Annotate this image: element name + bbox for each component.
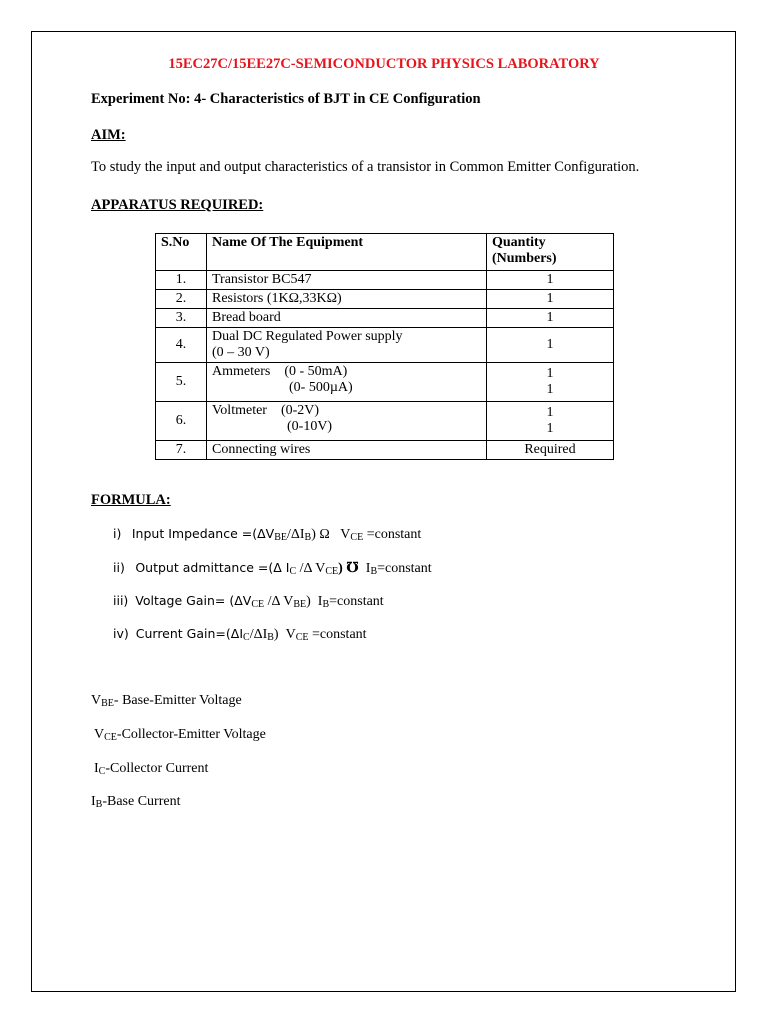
table-row bbox=[156, 309, 614, 328]
formula-number: ii) bbox=[113, 560, 125, 575]
row-sno: 4. bbox=[156, 328, 207, 363]
formula-subscript: B bbox=[304, 532, 312, 543]
definition-text: -Collector-Emitter Voltage bbox=[116, 727, 266, 742]
formula-subscript: CE bbox=[251, 599, 265, 610]
formula-label: Output admittance =(Δ I bbox=[135, 560, 290, 575]
aim-text: To study the input and output characteristics of a transistor in Common Emitter Configuration. bbox=[91, 159, 640, 175]
formula-subscript: CE bbox=[325, 566, 339, 577]
formula-part: ) ℧ bbox=[338, 561, 359, 576]
formula-subscript: C bbox=[289, 566, 297, 577]
formula-subscript: CE bbox=[295, 632, 309, 643]
table-row bbox=[156, 441, 614, 460]
formula-subscript: B bbox=[267, 632, 274, 643]
row-equipment: Connecting wires bbox=[207, 441, 487, 460]
row-quantity bbox=[487, 363, 614, 402]
experiment-title: Experiment No: 4- Characteristics of BJT in CE Configuration bbox=[91, 91, 481, 107]
formula-condition: I bbox=[365, 561, 371, 576]
row-sno: 5. bbox=[156, 363, 207, 402]
formula-part: ) Ω bbox=[311, 527, 330, 542]
formula-subscript: B bbox=[322, 599, 330, 610]
column-header-quantity bbox=[487, 234, 614, 271]
definition-text: - Base-Emitter Voltage bbox=[113, 693, 242, 708]
formula-condition: V bbox=[340, 527, 351, 542]
definition-symbol: V bbox=[91, 693, 102, 708]
row-equipment-line2: (0-10V) bbox=[287, 419, 333, 434]
formula-heading: FORMULA: bbox=[91, 492, 171, 508]
formula-voltage-gain bbox=[113, 593, 384, 610]
apparatus-heading: APPARATUS REQUIRED: bbox=[91, 197, 264, 213]
definition-subscript: CE bbox=[104, 732, 117, 743]
formula-subscript: BE bbox=[274, 532, 287, 543]
formula-part: =constant bbox=[312, 627, 367, 642]
formula-label: Input Impedance =(ΔV bbox=[131, 526, 275, 541]
formula-subscript: CE bbox=[350, 532, 364, 543]
row-sno: 1. bbox=[156, 271, 207, 290]
row-sno: 7. bbox=[156, 441, 207, 460]
definition-vbe bbox=[91, 693, 242, 709]
definition-symbol: I bbox=[94, 761, 99, 776]
row-equipment bbox=[207, 402, 487, 441]
row-quantity: 1 bbox=[487, 271, 614, 290]
row-equipment-line2: (0- 500µA) bbox=[289, 380, 353, 395]
formula-part: =constant bbox=[377, 561, 432, 576]
formula-part: ) bbox=[273, 627, 279, 642]
table-header-row bbox=[156, 234, 614, 271]
definition-symbol: V bbox=[94, 727, 105, 742]
equipment-table bbox=[155, 233, 614, 460]
row-quantity-line2: 1 bbox=[546, 421, 554, 436]
row-equipment-line1: Voltmeter (0-2V) bbox=[212, 403, 320, 418]
definition-subscript: B bbox=[95, 799, 103, 810]
table-row bbox=[156, 402, 614, 441]
formula-number: i) bbox=[113, 526, 122, 541]
formula-part: =constant bbox=[329, 594, 384, 609]
aim-heading: AIM: bbox=[91, 127, 126, 143]
row-equipment-line1: Dual DC Regulated Power supply bbox=[212, 329, 403, 344]
row-quantity: 1 bbox=[487, 328, 614, 363]
row-sno: 3. bbox=[156, 309, 207, 328]
formula-number: iv) bbox=[113, 626, 129, 641]
row-equipment: Resistors (1KΩ,33KΩ) bbox=[207, 290, 487, 309]
definition-text: -Collector Current bbox=[105, 761, 209, 776]
formula-part: =constant bbox=[366, 527, 422, 542]
table-row bbox=[156, 328, 614, 363]
formula-number: iii) bbox=[113, 593, 129, 608]
definition-ib bbox=[91, 794, 181, 810]
definition-ic bbox=[94, 761, 208, 777]
row-equipment bbox=[207, 328, 487, 363]
definition-vce bbox=[94, 727, 266, 743]
table-row bbox=[156, 290, 614, 309]
column-header-name: Name Of The Equipment bbox=[207, 234, 487, 271]
quantity-header-line1: Quantity bbox=[492, 235, 546, 250]
lab-title: 15EC27C/15EE27C-SEMICONDUCTOR PHYSICS LABORATORY bbox=[168, 56, 600, 72]
formula-part: /ΔI bbox=[286, 527, 305, 542]
row-quantity-line1: 1 bbox=[546, 366, 554, 381]
formula-subscript: C bbox=[243, 632, 250, 643]
row-quantity: Required bbox=[487, 441, 614, 460]
formula-condition: I bbox=[317, 594, 323, 609]
formula-subscript: B bbox=[370, 566, 378, 577]
definition-text: -Base Current bbox=[102, 794, 181, 809]
definition-subscript: C bbox=[98, 766, 106, 777]
row-quantity: 1 bbox=[487, 290, 614, 309]
row-quantity-line1: 1 bbox=[546, 405, 554, 420]
row-sno: 6. bbox=[156, 402, 207, 441]
row-quantity-line2: 1 bbox=[546, 382, 554, 397]
formula-part: /ΔI bbox=[249, 627, 268, 642]
table-row bbox=[156, 271, 614, 290]
formula-part: /Δ V bbox=[296, 561, 326, 576]
column-header-sno: S.No bbox=[156, 234, 207, 271]
definition-symbol: I bbox=[91, 794, 96, 809]
formula-input-impedance bbox=[113, 526, 421, 543]
formula-subscript: BE bbox=[293, 599, 307, 610]
row-equipment-line1: Ammeters (0 - 50mA) bbox=[212, 364, 348, 379]
table-row bbox=[156, 363, 614, 402]
row-quantity bbox=[487, 402, 614, 441]
formula-part: ) bbox=[306, 594, 311, 609]
formula-current-gain bbox=[113, 626, 367, 643]
row-sno: 2. bbox=[156, 290, 207, 309]
formula-condition: V bbox=[285, 627, 296, 642]
formula-label: Current Gain=(ΔI bbox=[135, 626, 244, 641]
row-equipment bbox=[207, 363, 487, 402]
row-quantity: 1 bbox=[487, 309, 614, 328]
row-equipment: Bread board bbox=[207, 309, 487, 328]
row-equipment: Transistor BC547 bbox=[207, 271, 487, 290]
formula-label: Voltage Gain= (ΔV bbox=[135, 593, 252, 608]
definition-subscript: BE bbox=[101, 698, 114, 709]
row-equipment-line2: (0 – 30 V) bbox=[212, 345, 270, 360]
quantity-header-line2: (Numbers) bbox=[492, 251, 557, 266]
formula-part: /Δ V bbox=[264, 594, 294, 609]
formula-output-admittance bbox=[113, 560, 432, 577]
